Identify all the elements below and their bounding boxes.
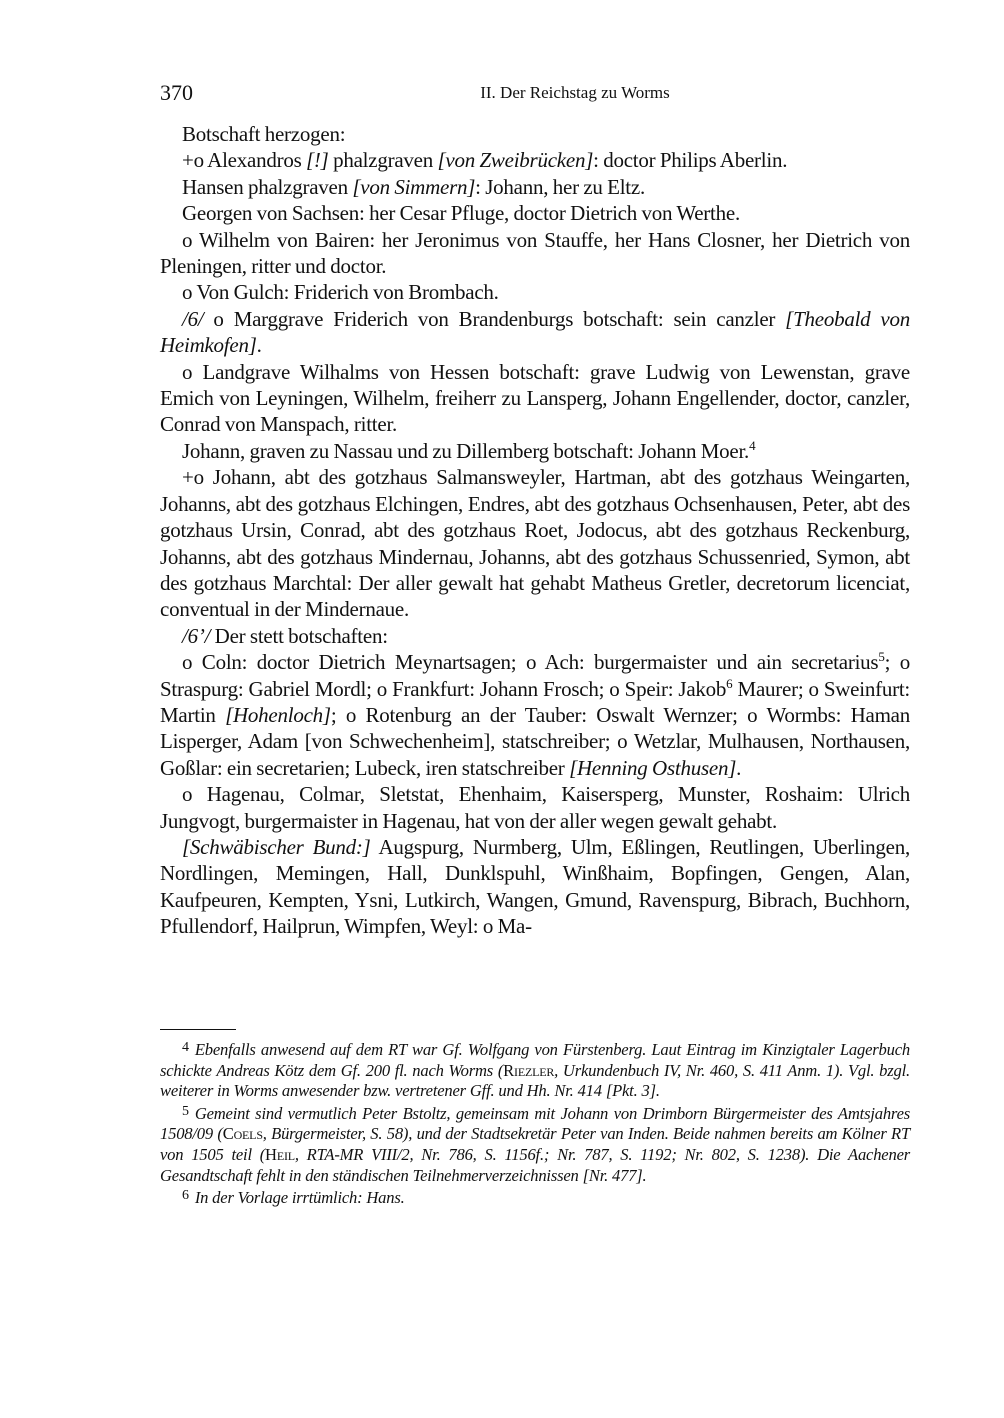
text-segment: phalzgraven: [328, 148, 438, 173]
text-segment: o Wilhelm von Bairen: her Jeronimus von Stauffe, her Hans Closner, her Dietrich von Pleningen, ritter und doctor.: [160, 227, 910, 279]
paragraph: [160, 464, 910, 622]
footnote: [160, 1186, 910, 1209]
text-segment: , Bürgermeister, S. 58), und der Stadtsekretär Peter van Inden. Beide nahmen bereits am Kölner RT von 1505 teil (: [160, 1124, 910, 1164]
paragraph: [160, 306, 910, 359]
text-segment: Hansen phalzgraven: [182, 174, 353, 199]
text-segment: : doctor Philips Aberlin.: [593, 148, 788, 173]
text-segment: o Marggrave Friderich von Brandenburgs botschaft: sein canzler: [203, 306, 786, 331]
text-segment: /6/: [182, 306, 204, 331]
text-segment: [!]: [306, 148, 329, 173]
author-name: Heil: [265, 1144, 295, 1164]
text-segment: o Hagenau, Colmar, Sletstat, Ehenhaim, Kaisersperg, Munster, Roshaim: Ulrich Jungvogt, burgermaister in Hagenau, hat von der aller wegen gewalt gehabt.: [160, 782, 910, 833]
running-title: II. Der Reichstag zu Worms: [480, 83, 670, 102]
footnote-divider: [160, 1029, 236, 1030]
text-segment: , RTA-MR VIII/2, Nr. 786, S. 1156f.; Nr. 787, S. 1192; Nr. 802, S. 1238). Die Aachener Gesandtschaft fehlt in den ständischen Teilnehmerverzeichnissen [Nr. 477].: [160, 1144, 910, 1185]
paragraph: [160, 359, 910, 438]
text-segment: Johann, graven zu Nassau und zu Dillemberg botschaft: Johann Moer.: [182, 438, 750, 463]
footnote-number: 5: [182, 1103, 189, 1119]
text-segment: o Landgrave Wilhalms von Hessen botschaft: grave Ludwig von Lewenstan, grave Emich von Leyningen, Wilhelm, freiherr zu Lansperg, Johann Engellender, doctor, canzler, Conrad von Manspach, ritter.: [160, 359, 910, 437]
text-segment: In der Vorlage irrtümlich: Hans.: [194, 1188, 405, 1208]
paragraph: [160, 623, 910, 649]
text-segment: Augspurg, Nurmberg, Ulm, Eßlingen, Reutlingen, Uberlingen, Nordlingen, Memingen, Hall, Dunklspuhl, Winßhaim, Bopfingen, Gengen, Alan, Kaufpeuren, Kempten, Ysni, Lutkirch, Wangen, Gmund, Ravenspurg, Bibrach, Buchhorn, Pfullendorf, Hailprun, Wimpfen, Weyl: o Ma-: [160, 834, 910, 939]
text-segment: [Schwäbischer Bund:]: [182, 834, 371, 859]
text-segment: Ebenfalls anwesend auf dem RT war Gf. Wolfgang von Fürstenberg. Laut Eintrag im Kinzigtaler Lagerbuch schickte Andreas Kötz dem Gf. 200 fl. nach Worms (: [160, 1040, 910, 1080]
text-segment: ; o Rotenburg an der Tauber: Oswalt Wernzer; o Wormbs: Haman Lisperger, Adam [von Schwechenheim], statschreiber; o Wetzlar, Mulhausen, Northausen, Goßlar: ein secretarien; Lubeck, iren statschreiber: [160, 702, 911, 780]
text-segment: : Johann, her zu Eltz.: [475, 174, 645, 199]
paragraph: [160, 649, 910, 781]
text-segment: Botschaft herzogen:: [182, 122, 346, 146]
paragraph: [160, 121, 910, 147]
page-header: [160, 80, 910, 108]
footnote: [160, 1038, 910, 1102]
footnote: [160, 1102, 910, 1186]
text-segment: +o Alexandros: [182, 148, 306, 173]
paragraph: [160, 438, 910, 464]
footnote-reference: 4: [749, 437, 756, 453]
paragraph: [160, 279, 910, 305]
text-segment: .: [256, 333, 262, 358]
footnote-number: 6: [182, 1188, 189, 1204]
footnote-number: 4: [182, 1040, 189, 1055]
text-segment: [Hohenloch]: [225, 702, 331, 727]
text-segment: Maurer; o Sweinfurt: Martin: [160, 676, 910, 727]
text-segment: /6’/: [182, 623, 211, 648]
text-segment: [Henning Osthusen]: [569, 755, 737, 780]
text-segment: Georgen von Sachsen: her Cesar Pfluge, doctor Dietrich von Werthe.: [182, 201, 740, 226]
paragraph: [160, 781, 910, 834]
paragraph: [160, 200, 910, 226]
text-segment: [von Simmern]: [352, 174, 476, 199]
text-segment: Gemeint sind vermutlich Peter Bstoltz, gemeinsam mit Johann von Drimborn Bürgermeister des Amtsjahres 1508/09 (: [160, 1103, 910, 1144]
footnote-reference: 6: [726, 675, 733, 691]
text-segment: .: [736, 755, 742, 780]
text-segment: , Urkundenbuch IV, Nr. 460, S. 411 Anm. 1). Vgl. bzgl. weiterer in Worms anwesender bzw. vertretener Gff. und Hh. Nr. 414 [Pkt. 3].: [160, 1060, 910, 1101]
paragraph: [160, 834, 910, 940]
text-segment: +o Johann, abt des gotzhaus Salmansweyler, Hartman, abt des gotzhaus Weingarten, Johanns, abt des gotzhaus Elchingen, Endres, abt des gotzhaus Ochsenhausen, Peter, abt des gotzhaus Ursin, Conrad, abt des gotzhaus Roet, Jodocus, abt des gotzhaus Reckenburg, Johanns, abt des gotzhaus Mindernau, Johanns, abt des gotzhaus Schussenried, Symon, abt des gotzhaus Marchtal: Der aller gewalt hat gehabt Matheus Gretler, decretorum licenciat, conventual in der Mindernaue.: [160, 465, 910, 622]
author-name: Coels: [222, 1124, 263, 1144]
paragraph: [160, 174, 910, 200]
main-text: [160, 121, 910, 940]
text-segment: [Theobald von Heimkofen]: [160, 306, 910, 358]
footnote-reference: 5: [878, 649, 885, 665]
text-segment: [von Zweibrücken]: [437, 148, 594, 173]
text-segment: o Von Gulch: Friderich von Brombach.: [182, 280, 499, 305]
paragraph: [160, 147, 910, 173]
text-segment: o Coln: doctor Dietrich Meynartsagen; o Ach: burgermaister und ain secretarius: [182, 650, 879, 675]
text-segment: Der stett botschaften:: [210, 623, 388, 648]
page-number: 370: [160, 80, 193, 105]
footnotes: [160, 1038, 910, 1209]
author-name: Riezler: [503, 1060, 555, 1080]
paragraph: [160, 227, 910, 280]
text-segment: ; o Straspurg: Gabriel Mordl; o Frankfurt: Johann Frosch; o Speir: Jakob: [160, 650, 910, 701]
